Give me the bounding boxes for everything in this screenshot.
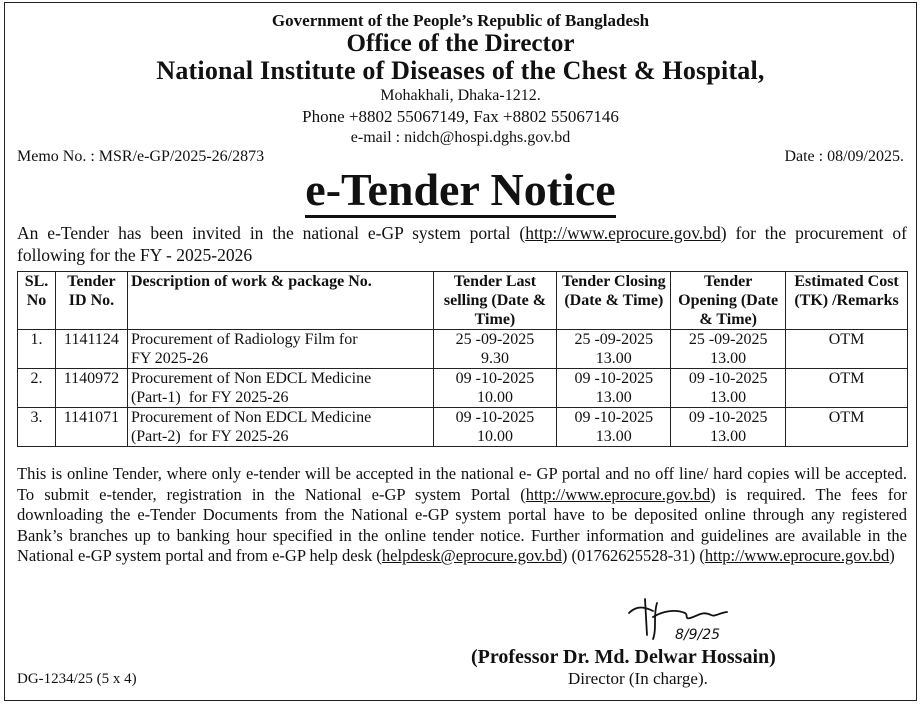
table-header-row [18, 272, 908, 330]
eprocure-link[interactable]: http://www.eprocure.gov.bd [525, 223, 721, 243]
col-closing: Tender Closing (Date & Time) [557, 272, 671, 330]
col-last-selling: Tender Last selling (Date & Time) [433, 272, 557, 330]
col-description: Description of work & package No. [127, 272, 433, 330]
address-line: Mohakhali, Dhaka-1212. [380, 87, 541, 104]
col-tender-id: Tender ID No. [55, 272, 127, 330]
col-opening: Tender Opening (Date & Time) [671, 272, 786, 330]
col-sl: SL. No [18, 272, 56, 330]
memo-number: Memo No. : MSR/e-GP/2025-26/2873 [17, 148, 265, 165]
dg-reference: DG-1234/25 (5 x 4) [17, 671, 137, 687]
table-row: 1. 1141124 Procurement of Radiology Film for FY 2025-26 25 -09-2025 9.30 25 -09-2025 13.00 25 -09-2025 13.00 OTM [18, 330, 908, 369]
office-heading: Office of the Director [346, 30, 575, 57]
eprocure-link[interactable]: http://www.eprocure.gov.bd [525, 484, 711, 504]
signatory-name: (Professor Dr. Md. Delwar Hossain) [471, 646, 776, 668]
notice-title: e-Tender Notice [5, 163, 916, 216]
tender-notice-page [4, 2, 917, 701]
intro-paragraph: An e-Tender has been invited in the national e-GP system portal (http://www.eprocure.gov.bd) for the procurement of following for the FY - 2025-2026 [17, 223, 908, 265]
instructions-paragraph: This is online Tender, where only e-tender will be accepted in the national e- GP portal and no off line/ hard copies will be accepted. To submit e-tender, registration in the National e-GP system Portal (http://www.eprocure.gov.bd) is required. The fees for downloading the e-Tender Documents from the National e-GP system portal have to be deposited online through any registered Bank’s branches up to banking hour specified in the online tender notice. Further information and guidelines are available in the National e-GP system portal and from e-GP help desk (helpdesk@eprocure.gov.bd) (01762625528-31) (http://www.eprocure.gov.bd) [17, 464, 907, 565]
email-line: e-mail : nidch@hospi.dghs.gov.bd [350, 129, 571, 146]
signature-date: 8/9/25 [675, 627, 721, 643]
notice-date: Date : 08/09/2025. [784, 148, 904, 165]
signatory-designation: Director (In charge). [568, 669, 708, 688]
government-heading: Government of the People’s Republic of Bangladesh [271, 11, 650, 30]
tender-table [17, 271, 908, 447]
institute-heading: National Institute of Diseases of the Chest & Hospital, [156, 56, 765, 85]
phone-fax-line: Phone +8802 55067149, Fax +8802 55067146 [302, 107, 619, 126]
eprocure-link[interactable]: http://www.eprocure.gov.bd [704, 546, 890, 565]
helpdesk-email-link[interactable]: helpdesk@eprocure.gov.bd [381, 546, 562, 565]
table-row: 2. 1140972 Procurement of Non EDCL Medicine (Part-1) for FY 2025-26 09 -10-2025 10.00 09 -10-2025 13.00 09 -10-2025 13.00 OTM [18, 369, 908, 408]
handwritten-signature [623, 595, 753, 647]
table-row: 3. 1141071 Procurement of Non EDCL Medicine (Part-2) for FY 2025-26 09 -10-2025 10.00 09 -10-2025 13.00 09 -10-2025 13.00 OTM [18, 408, 908, 447]
col-cost: Estimated Cost (TK) /Remarks [786, 272, 908, 330]
